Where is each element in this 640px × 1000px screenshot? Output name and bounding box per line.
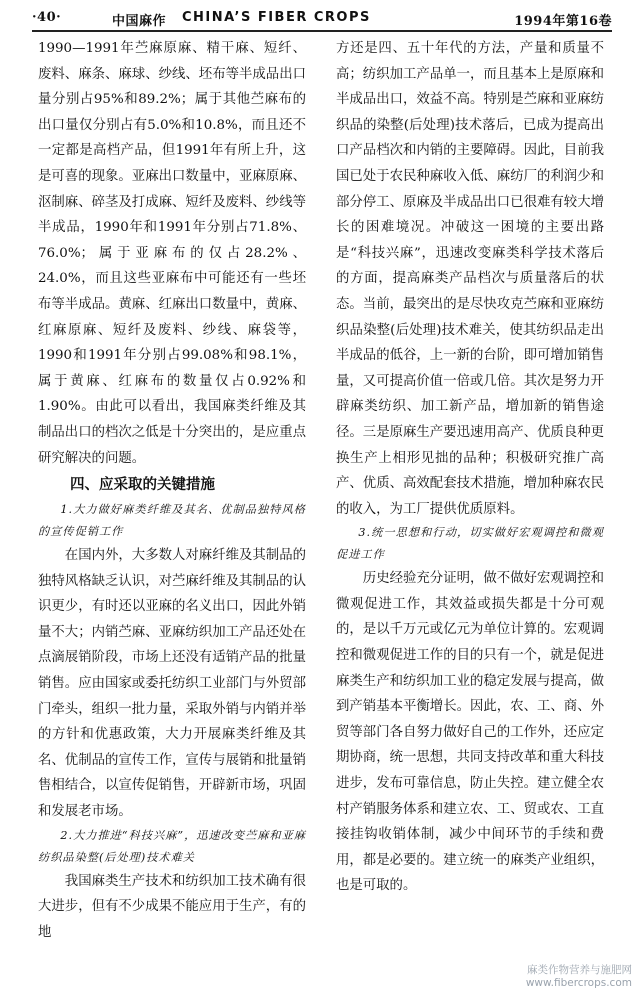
paragraph: 1990—1991年苎麻原麻、精干麻、短纤、废料、麻条、麻球、纱线、坯布等半成品出口量分别占95%和89.2%；属于其他苎麻布的出口量仅分别占有5.0%和10.8%，而且还不一定都是高档产品，但1991年有所上升，这是可喜的现象。亚麻出口数量中，亚麻原麻、沤制麻、碎茎及打成麻、短纤及废料、纱线等半成品，1990年和1991年分别占71.8%、76.0%；属于亚麻布的仅占28.2%、24.0%，而且这些亚麻布中可能还有一些坯布等半成品。黄麻、红麻出口数量中，黄麻、红麻原麻、短纤及废料、纱线、麻袋等，1990和1991年分别占99.08%和98.1%，属于黄麻、红麻布的数量仅占0.92%和1.90%。由此可以看出，我国麻类纤维及其制品出口的档次之低是十分突出的，是应重点研究解决的问题。 [38,41,306,466]
paragraph: 在国内外，大多数人对麻纤维及其制品的独特风格缺乏认识，对苎麻纤维及其制品的认识更少，有时还以亚麻的名义出口，因此外销量不大；内销苎麻、亚麻纺织加工产品还处在点滴展销阶段，市场上还没有适销产品的批量销售。应由国家或委托纺织工业部门与外贸部门牵头，组织一批力量，采取外销与内销并举的方针和优惠政策，大力开展麻类纤维及其名、优制品的宣传工作，宣传与展销和批量销售相结合，以宣传促销售，开辟新市场，巩固和发展老市场。 [38,548,306,820]
journal-name: 中国麻作 [112,14,167,29]
section-title: 四、应采取的关键措施 [70,477,215,494]
left-column [38,36,306,945]
journal-name-english: CHINA’S FIBER CROPS [182,10,371,25]
paragraph: 方还是四、五十年代的方法，产量和质量不高；纺织加工产品单一，而且基本上是原麻和半成品出口，效益不高。特别是苎麻和亚麻纺织品的染整(后处理)技术落后，已成为提高出口产品档次和内销的主要障碍。因此，目前我国已处于农民种麻收入低、麻纺厂的利润少和部分停工、原麻及半成品出口已很难有较大增长的困难境况。冲破这一困境的主要出路是“科技兴麻”，迅速改变麻类科学技术落后的方面，提高麻类产品档次与质量落后的状态。当前，最突出的是尽快攻克苎麻和亚麻纺织品染整(后处理)技术难关，使其纺织品走出半成品的低谷，上一新的台阶，即可增加销售量，又可提高价值一倍或几倍。其次是努力开辟麻类纺织、加工新产品，增加新的销售途径。三是原麻生产要迅速用高产、优质良种更换生产上相形见拙的品种；积极研究推广高产、优质、高效配套技术措施，增加种麻农民的收入，为工厂提供优质原料。 [336,41,604,517]
subsection-title: 3.统一思想和行动，切实做好宏观调控和微观促进工作 [336,526,604,562]
subsection-title: 2.大力推进“科技兴麻”，迅速改变苎麻和亚麻纺织品染整(后处理)技术难关 [38,828,306,864]
watermark-url: www.fibercrops.com [525,977,632,989]
watermark-site-name: 麻类作物营养与施肥网 [527,964,632,976]
page-number: ·40· [32,10,62,25]
subsection-title: 1.大力做好麻类纤维及其名、优制品独特风格的宣传促销工作 [38,503,306,539]
paragraph: 历史经验充分证明，做不做好宏观调控和微观促进工作，其效益或损失都是十分可观的，是以千万元或亿元为单位计算的。宏观调控和微观促进工作的目的只有一个，就是促进麻类生产和纺织加工业的稳定发展与提高，做到产销基本平衡增长。因此，农、工、商、外贸等部门各自努力做好自己的工作外，还应定期协商，统一思想，共同支持改革和重大科技进步，发布可靠信息，防止失控。建立健全农村产销服务体系和建立农、工、贸或农、工直接挂钩收销体制，减少中间环节的手续和费用，都是必要的。建立统一的麻类产业组织，也是可取的。 [336,571,604,894]
right-column [336,36,604,899]
volume-label: 1994年第16卷 [514,14,612,29]
paragraph: 我国麻类生产技术和纺织加工技术确有很大进步，但有不少成果不能应用于生产，有的地 [38,873,306,940]
site-watermark [526,964,632,990]
page-header [32,8,612,32]
